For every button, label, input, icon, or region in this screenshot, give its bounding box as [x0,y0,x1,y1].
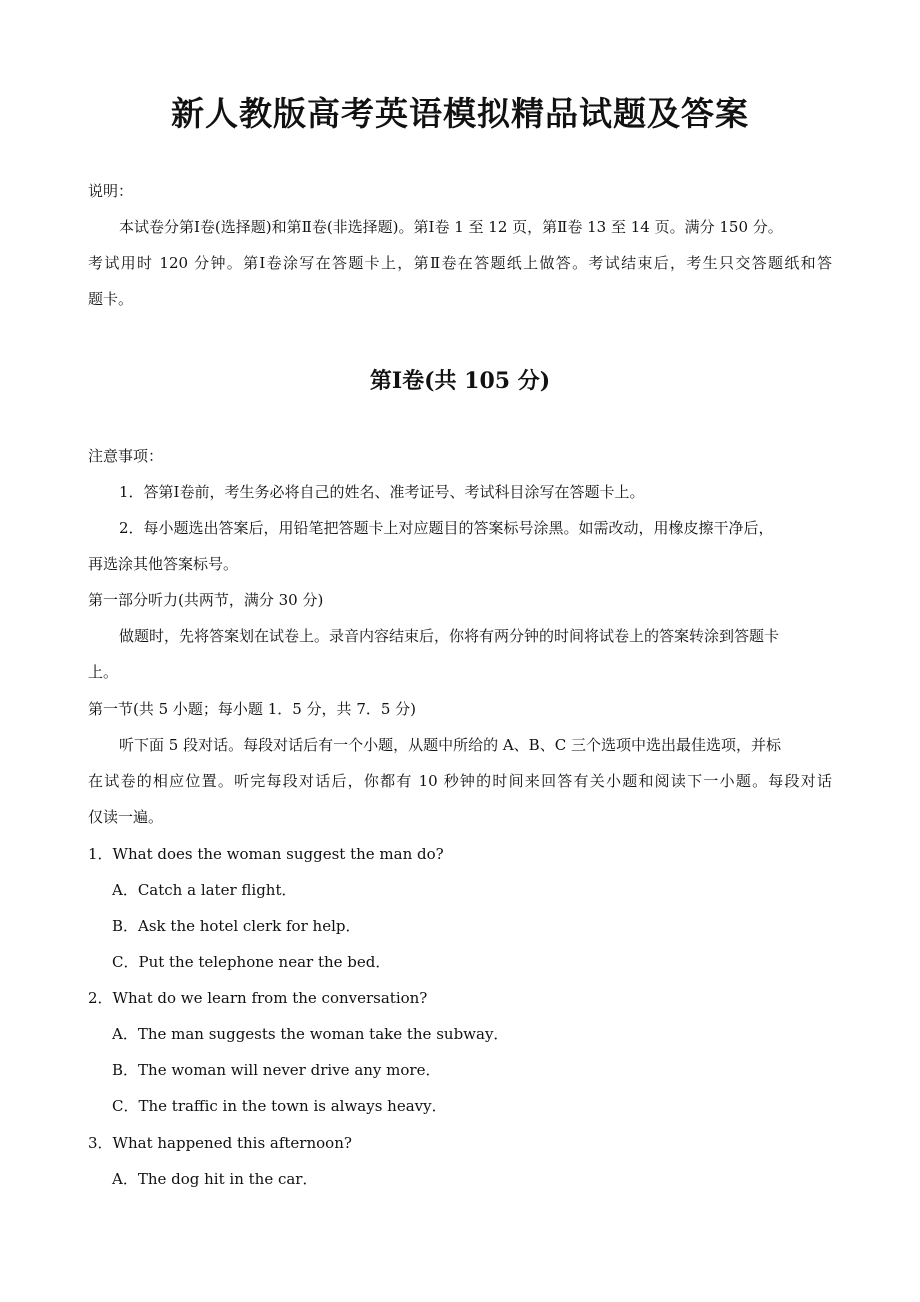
document-title: 新人教版高考英语模拟精品试题及答案 [171,94,749,133]
question-option: C．The traffic in the town is always heavy． [112,1097,447,1115]
question-option: B．The woman will never drive any more． [112,1061,441,1079]
section1-instruction: 仅读一遍。 [88,808,164,826]
part1-instruction: 上。 [88,663,119,681]
question-option: C．Put the telephone near the bed． [112,953,391,971]
question-stem: 3．What happened this afternoon? [88,1134,352,1152]
part1-title: 第一部分听力(共两节，满分 30 分) [88,591,324,609]
attention-item: 2．每小题选出答案后，用铅笔把答题卡上对应题目的答案标号涂黑。如需改动，用橡皮擦干净后， [119,519,774,537]
section-title: 第Ⅰ卷(共 105 分) [369,368,551,394]
notes-line: 考试用时 120 分钟。第Ⅰ卷涂写在答题卡上，第Ⅱ卷在答题纸上做答。考试结束后，考生只交答题纸和答 [88,254,832,272]
notes-line: 本试卷分第Ⅰ卷(选择题)和第Ⅱ卷(非选择题)。第Ⅰ卷 1 至 12 页，第Ⅱ卷 13 至 14 页。满分 150 分。 [119,218,783,236]
attention-item: 再选涂其他答案标号。 [88,555,239,573]
attention-label: 注意事项： [88,447,164,465]
question-stem: 2．What do we learn from the conversation? [88,989,428,1007]
notes-label: 说明： [88,182,134,200]
section1-instruction: 在试卷的相应位置。听完每段对话后，你都有 10 秒钟的时间来回答有关小题和阅读下一小题。每段对话 [88,772,832,790]
notes-line: 题卡。 [88,290,134,308]
attention-item: 1．答第Ⅰ卷前，考生务必将自己的姓名、准考证号、考试科目涂写在答题卡上。 [119,483,645,501]
question-option: B．Ask the hotel clerk for help． [112,917,361,935]
question-option: A．The man suggests the woman take the subway． [112,1025,509,1043]
section1-instruction: 听下面 5 段对话。每段对话后有一个小题，从题中所给的 A、B、C 三个选项中选出最佳选项，并标 [119,736,781,754]
part1-instruction: 做题时，先将答案划在试卷上。录音内容结束后，你将有两分钟的时间将试卷上的答案转涂到答题卡 [119,627,780,645]
question-option: A．Catch a later flight． [112,881,297,899]
section1-title: 第一节(共 5 小题；每小题 1．5 分，共 7．5 分) [88,700,417,718]
question-option: A．The dog hit in the car． [112,1170,318,1188]
question-stem: 1．What does the woman suggest the man do? [88,845,444,863]
